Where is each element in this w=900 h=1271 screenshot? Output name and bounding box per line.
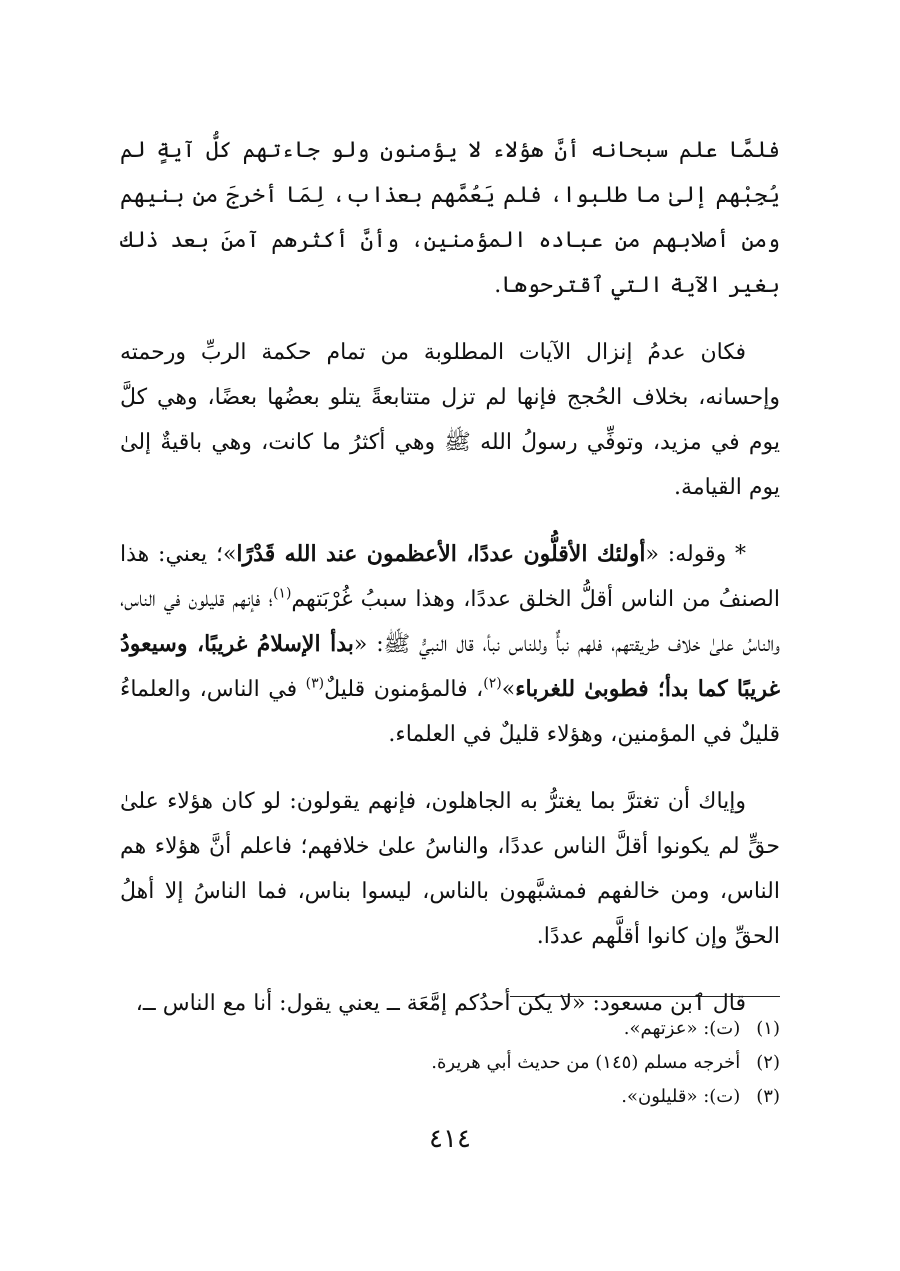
footnote-ref-3[interactable]: (٣) bbox=[305, 675, 325, 692]
page-number: ٤١٤ bbox=[429, 1124, 471, 1154]
paragraph-3-mid3: » bbox=[501, 677, 516, 702]
footnote-ref-2[interactable]: (٢) bbox=[483, 675, 502, 692]
footnotes bbox=[120, 1012, 780, 1114]
paragraph-2: فكان عدمُ إنزال الآيات المطلوبة من تمام حكمة الربِّ ورحمته وإحسانه، بخلاف الحُجج فإنها لم تزل متتابعةً يتلو بعضُها بعضًا، وهي كلَّ يوم في مزيد، وتوفِّي رسولُ الله ﷺ وهي أكثرُ ما كانت، وهي باقيةٌ إلىٰ يوم القيامة. bbox=[120, 340, 780, 500]
footnote-2 bbox=[120, 1046, 780, 1080]
paragraph-3-mid2: ؛ فإنهم قليلون في الناس، والناسُ علىٰ خلاف طريقتهم، فلهم نبأٌ وللناس نبأ، قال النبيُّ ﷺ: « bbox=[120, 587, 780, 657]
paragraph-3-mid4: ، فالمؤمنون قليلٌ bbox=[324, 677, 484, 702]
footnote-3 bbox=[120, 1080, 780, 1114]
paragraph-3-mid: »؛ يعني: هذا الصنفُ من الناس أقلُّ الخلق عددًا، وهذا سببُ غُرْبَتهم bbox=[120, 542, 780, 612]
footnote-ref-1[interactable]: (١) bbox=[272, 585, 292, 602]
footnote-number: (٣) bbox=[756, 1086, 780, 1107]
footnote-text: أخرجه مسلم (١٤٥) من حديث أبي هريرة. bbox=[431, 1052, 741, 1073]
paragraph-5: قال ٱبن مسعود: «لا يكن أحدُكم إمَّعَة ــ يعني يقول: أنا مع الناس ــ، bbox=[135, 991, 746, 1016]
paragraph-3-lead: * وقوله: « bbox=[645, 542, 746, 567]
footnote-number: (٢) bbox=[756, 1052, 780, 1073]
hadith-quote: بدأ الإسلامُ غريبًا، وسيعودُ غريبًا كما بدأ؛ فطوبىٰ للغرباء bbox=[120, 631, 780, 702]
paragraph-3-tail: في الناس، والعلماءُ قليلٌ في المؤمنين، وهؤلاء قليلٌ في العلماء. bbox=[120, 677, 780, 747]
paragraph-4: وإياك أن تغترَّ بما يغترُّ به الجاهلون، فإنهم يقولون: لو كان هؤلاء علىٰ حقٍّ لم يكونوا أقلَّ الناس عددًا، والناسُ علىٰ خلافهم؛ فاعلم أنَّ هؤلاء هم الناس، ومن خالفهم فمشبَّهون بالناس، ليسوا بناس، فما الناسُ إلا أهلُ الحقِّ وإن كانوا أقلَّهم عددًا. bbox=[120, 789, 780, 949]
quoted-phrase: أولئك الأقلُّون عددًا، الأعظمون عند الله قَدْرًا bbox=[236, 541, 646, 567]
footnote-1 bbox=[120, 1012, 780, 1046]
paragraph-1: فلمَّا علم سبحانه أنَّ هؤلاء لا يؤمنون ولو جاءتهم كلُّ آيةٍ لم يُجِبْهم إلىٰ ما طلبوا، فلم يَعُمَّهم بعذاب، لِمَا أخرجَ من بنيهم ومن أصلابهم من عباده المؤمنين، وأنَّ أكثرهم آمنَ بعد ذلك بغير الآية التي ٱقترحوها. bbox=[120, 138, 780, 298]
footnote-text: (ت): «عزتهم». bbox=[623, 1018, 741, 1039]
body-text bbox=[120, 128, 780, 1048]
paragraph-3 bbox=[120, 532, 780, 757]
footnote-text: (ت): «قليلون». bbox=[621, 1086, 741, 1107]
footnote-number: (١) bbox=[756, 1018, 780, 1039]
footnote-divider bbox=[510, 996, 780, 997]
